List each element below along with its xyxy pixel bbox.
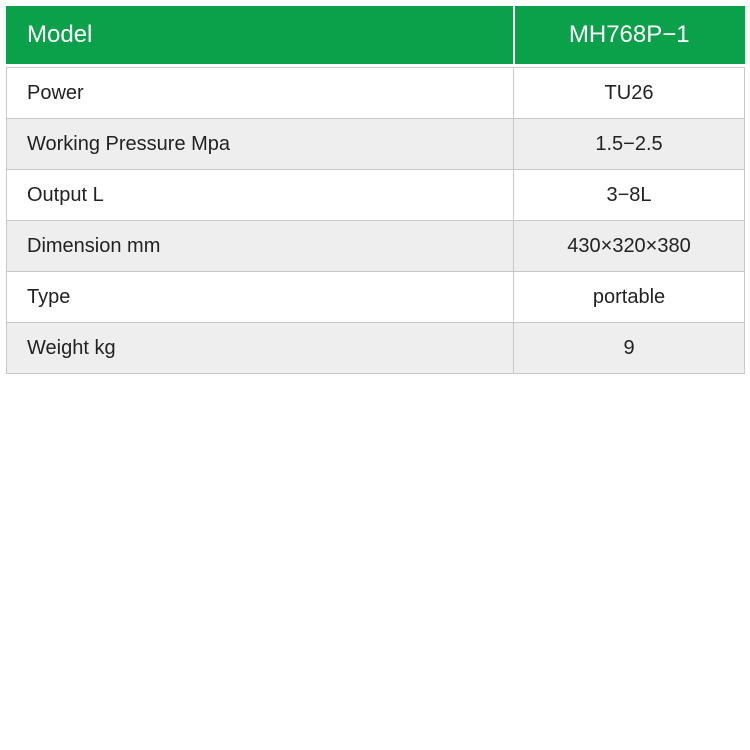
table-row (7, 119, 745, 170)
row-label: Power (7, 68, 514, 119)
row-label: Output L (7, 170, 514, 221)
header-value: MH768P−1 (514, 6, 745, 64)
row-value: portable (514, 272, 745, 323)
row-label: Dimension mm (7, 221, 514, 272)
header-label: Model (7, 6, 514, 64)
row-label: Weight kg (7, 323, 514, 374)
row-value: 9 (514, 323, 745, 374)
row-value: 430×320×380 (514, 221, 745, 272)
row-value: 1.5−2.5 (514, 119, 745, 170)
table-header-row (7, 6, 745, 64)
table-row (7, 323, 745, 374)
row-value: TU26 (514, 68, 745, 119)
table-row (7, 272, 745, 323)
table-row (7, 221, 745, 272)
table-row (7, 170, 745, 221)
table-row (7, 68, 745, 119)
row-label: Type (7, 272, 514, 323)
spec-table (6, 6, 745, 374)
row-label: Working Pressure Mpa (7, 119, 514, 170)
row-value: 3−8L (514, 170, 745, 221)
